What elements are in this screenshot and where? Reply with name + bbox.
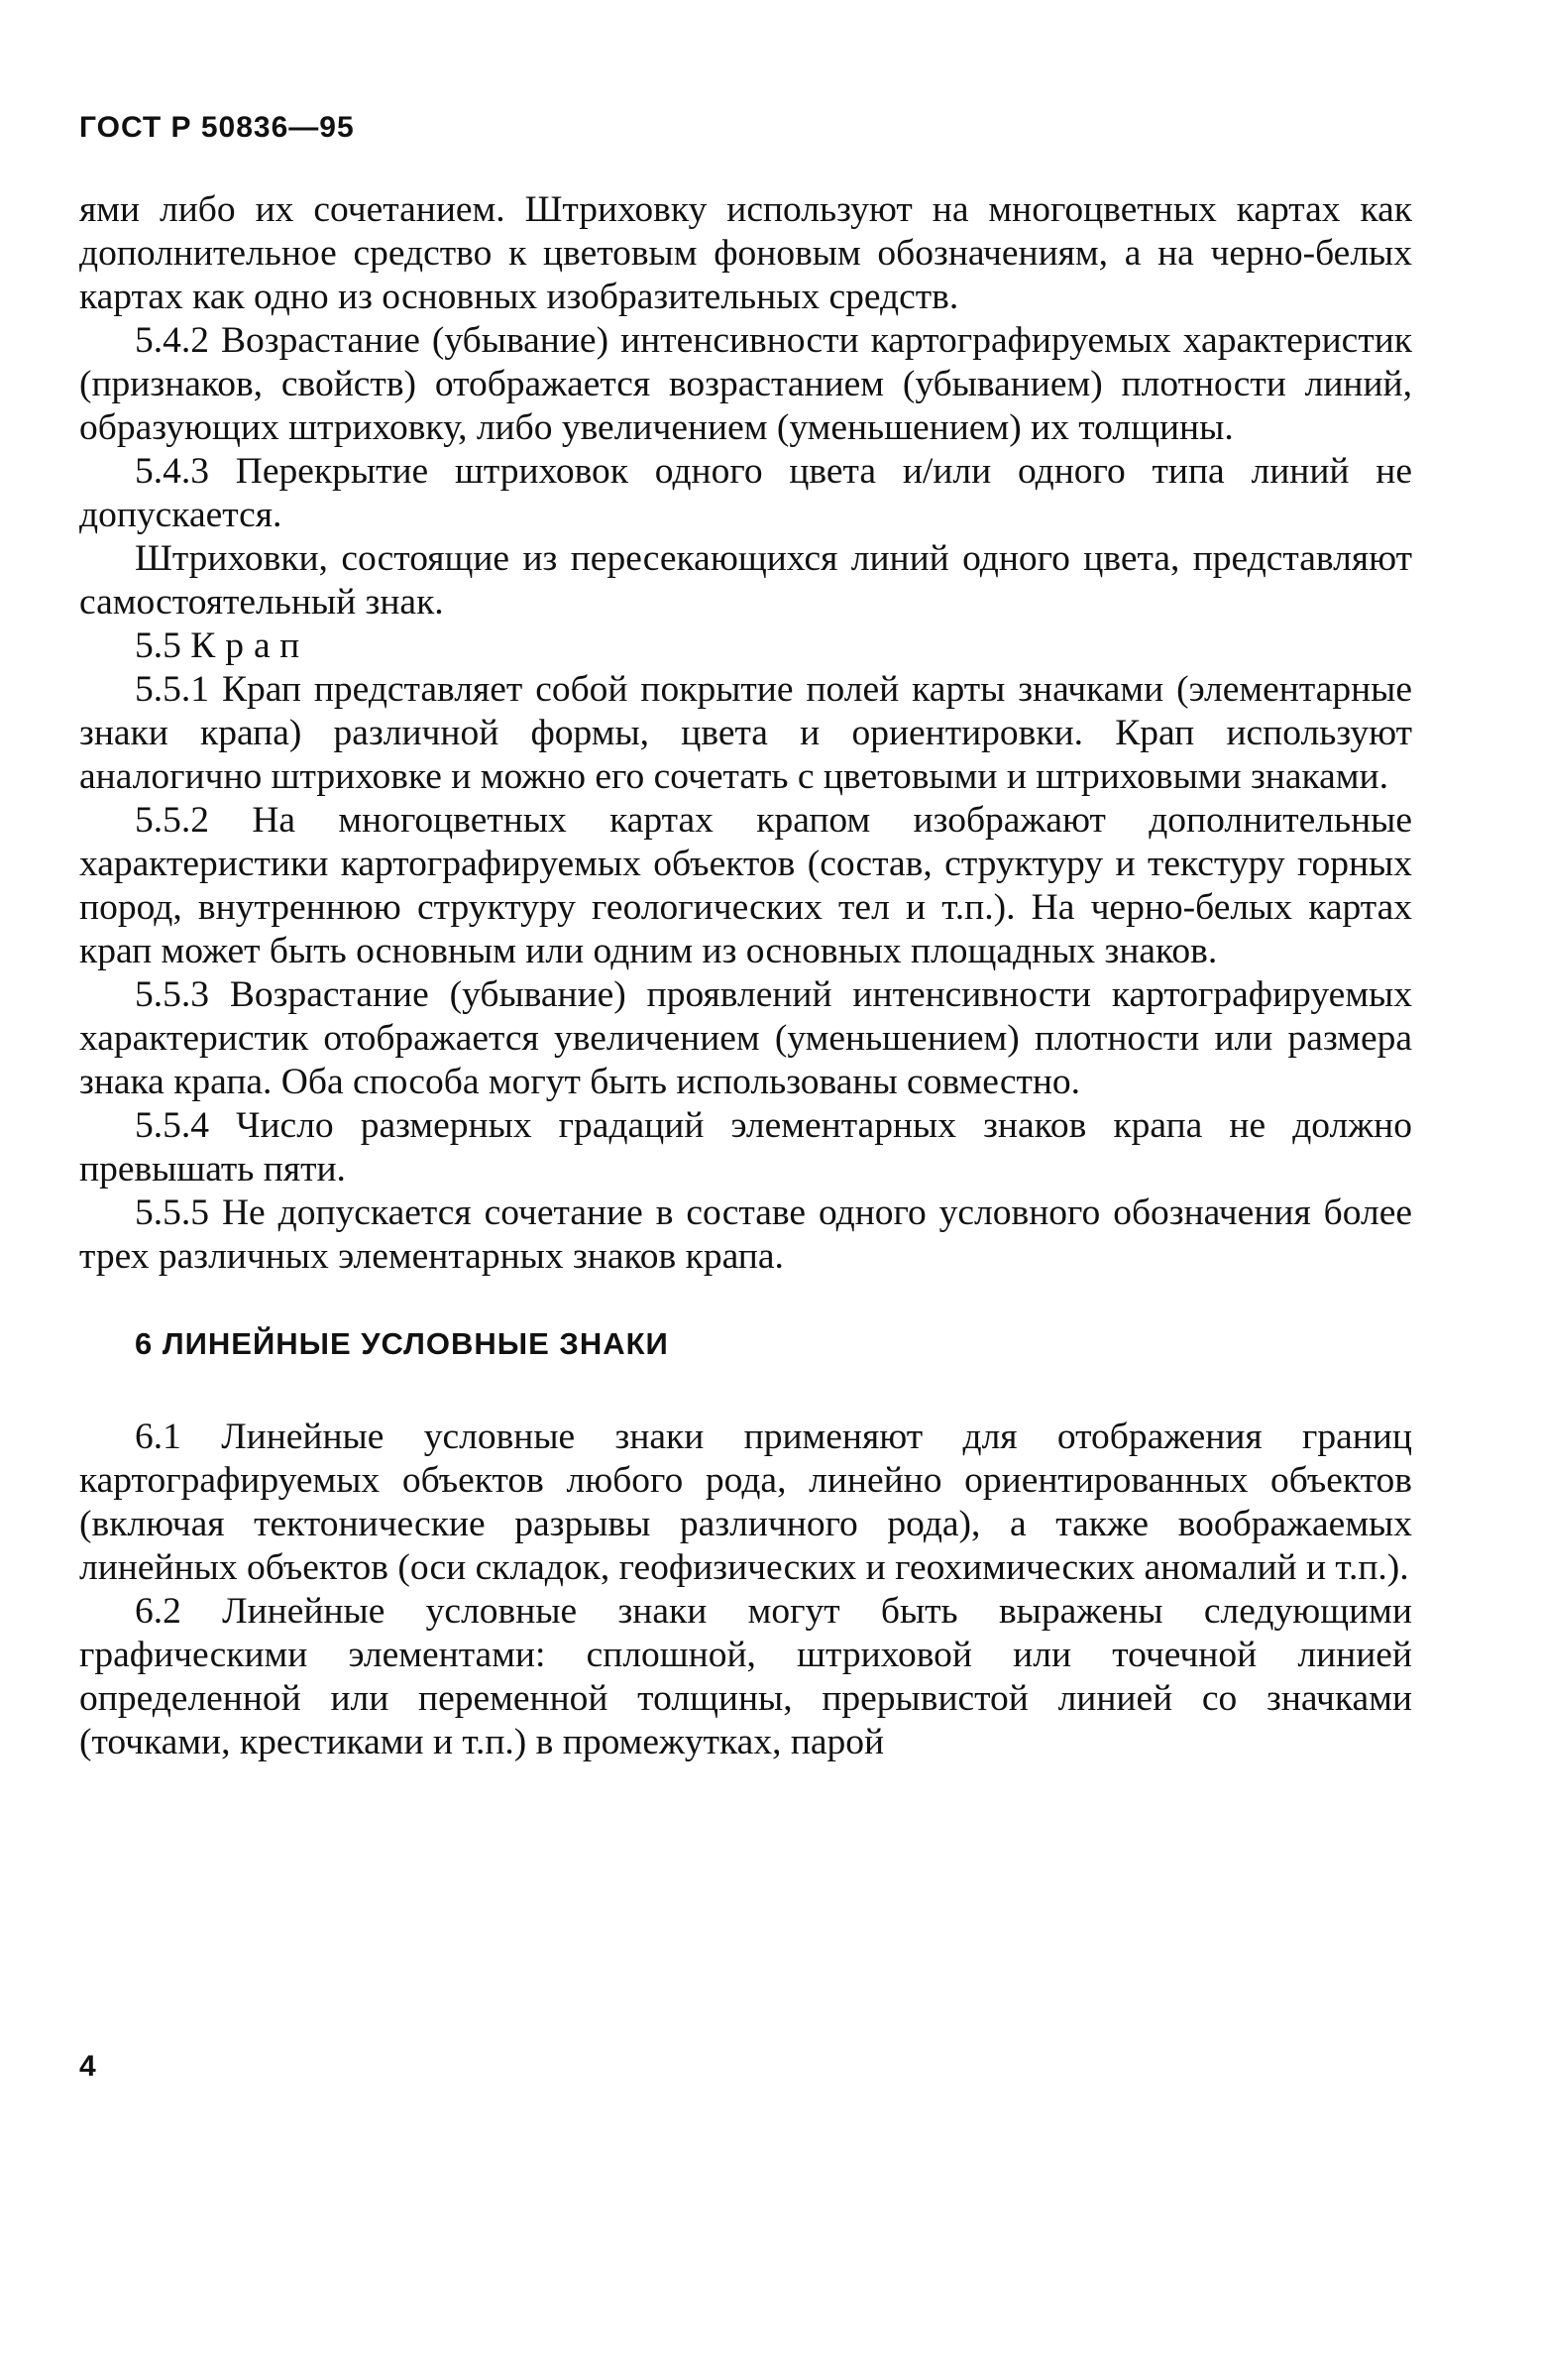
document-body: [79, 188, 1412, 1764]
document-header: ГОСТ Р 50836—95: [79, 111, 355, 144]
paragraph-5-4-3: 5.4.3 Перекрытие штриховок одного цвета и/или одного типа линий не допускается.: [79, 451, 1412, 535]
page-number: 4: [79, 2050, 96, 2083]
paragraph-6-2: 6.2 Линейные условные знаки могут быть выражены следующими графическими элементами: сплошной, штриховой или точечной линией определенной или переменной толщины, прерывистой линией со значками (точками, крестиками и т.п.) в промежутках, парой: [79, 1591, 1412, 1762]
paragraph-5-5-5: 5.5.5 Не допускается сочетание в составе одного условного обозначения более трех различных элементарных знаков крапа.: [79, 1192, 1412, 1277]
paragraph-crosshatch: Штриховки, состоящие из пересекающихся линий одного цвета, представляют самостоятельный знак.: [79, 538, 1412, 623]
paragraph-continuation: ями либо их сочетанием. Штриховку используют на многоцветных картах как дополнительное средство к цветовым фоновым обозначениям, а на черно-белых картах как одно из основных изобразительных средств.: [79, 189, 1412, 317]
paragraph-5-5-3: 5.5.3 Возрастание (убывание) проявлений интенсивности картографируемых характеристик отображается увеличением (уменьшением) плотности или размера знака крапа. Оба способа могут быть использованы совместно.: [79, 974, 1412, 1102]
subsection-number: 5.5: [135, 625, 181, 666]
paragraph-6-1: 6.1 Линейные условные знаки применяют для отображения границ картографируемых объектов любого рода, линейно ориентированных объектов (включая тектонические разрывы различного рода), а также воображаемых линейных объектов (оси складок, геофизических и геохимических аномалий и т.п.).: [79, 1417, 1412, 1588]
subsection-5-5-heading: [79, 624, 1412, 668]
paragraph-5-5-1: 5.5.1 Крап представляет собой покрытие полей карты значками (элементарные знаки крапа) различной формы, цвета и ориентировки. Крап используют аналогично штриховке и можно его сочетать с цветовыми и штриховыми знаками.: [79, 669, 1412, 797]
subsection-title: Крап: [190, 625, 310, 666]
paragraph-5-4-2: 5.4.2 Возрастание (убывание) интенсивности картографируемых характеристик (признаков, свойств) отображается возрастанием (убыванием) плотности линий, образующих штриховку, либо увеличением (уменьшением) их толщины.: [79, 320, 1412, 448]
paragraph-5-5-2: 5.5.2 На многоцветных картах крапом изображают дополнительные характеристики картографируемых объектов (состав, структуру и текстуру горных пород, внутреннюю структуру геологических тел и т.п.). На черно-белых картах крап может быть основным или одним из основных площадных знаков.: [79, 800, 1412, 971]
section-6-heading: 6 ЛИНЕЙНЫЕ УСЛОВНЫЕ ЗНАКИ: [135, 1326, 669, 1361]
paragraph-5-5-4: 5.5.4 Число размерных градаций элементарных знаков крапа не должно превышать пяти.: [79, 1105, 1412, 1190]
